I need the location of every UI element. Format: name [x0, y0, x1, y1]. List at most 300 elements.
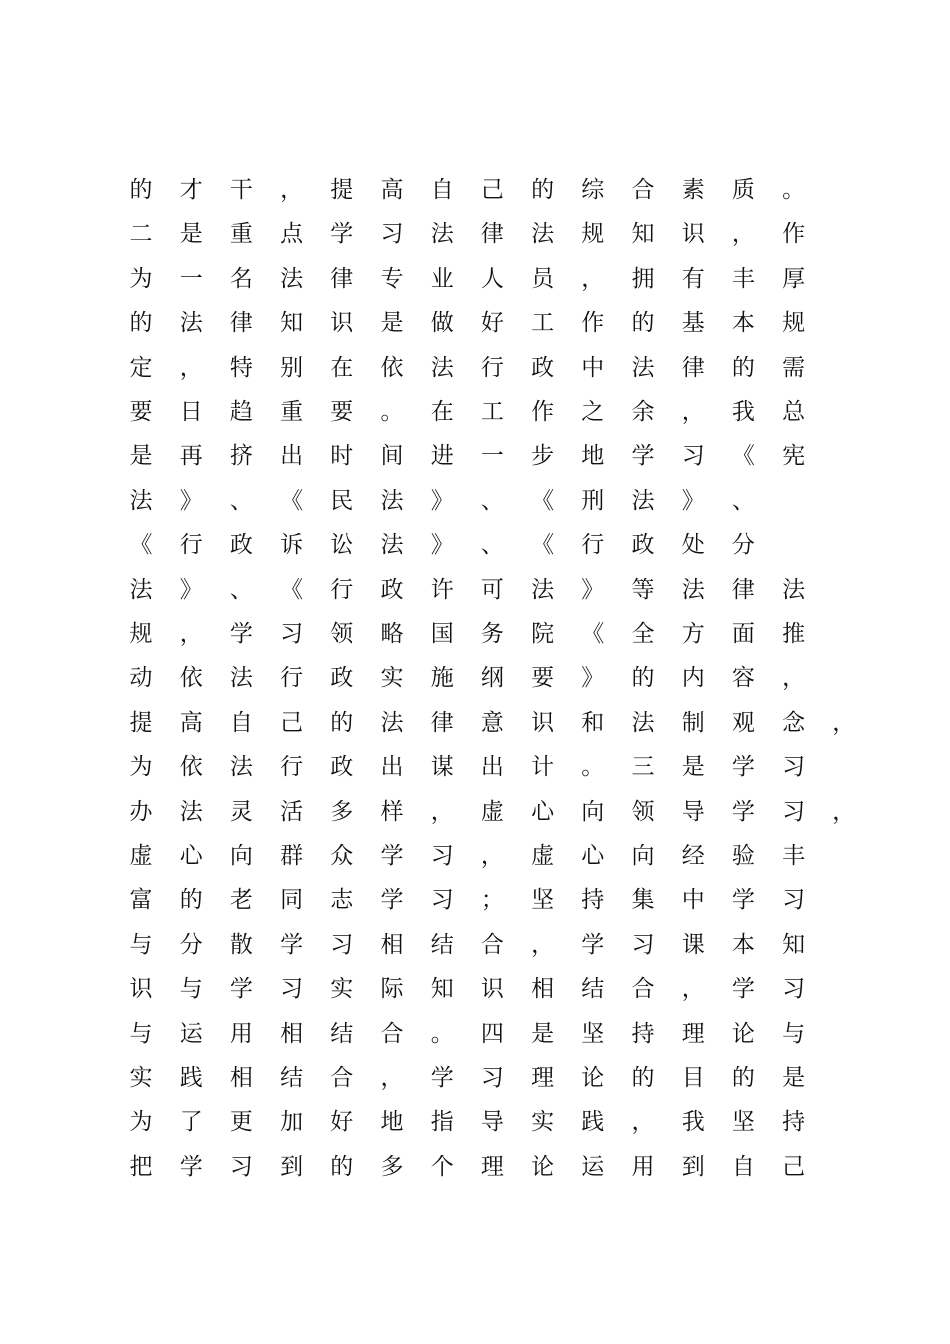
text-character: 理	[531, 1065, 555, 1091]
text-character: 律	[229, 310, 253, 337]
text-character: 学	[731, 887, 755, 914]
text-character: 行	[480, 354, 504, 381]
text-character: 理	[681, 1020, 705, 1047]
text-character: 《	[280, 487, 304, 514]
text-character: 习	[782, 798, 806, 825]
text-character: ，	[731, 221, 755, 248]
text-line	[116, 878, 876, 922]
text-character: 际	[380, 976, 404, 1003]
text-character: 出	[380, 754, 404, 781]
text-character: 工	[531, 310, 555, 337]
text-character: 计	[531, 754, 555, 781]
text-character: 《	[531, 487, 555, 514]
text-character: 》	[179, 487, 203, 514]
text-character: 法	[380, 709, 404, 736]
text-character: 要	[531, 665, 555, 692]
text-character: 重	[280, 399, 304, 425]
text-character: 行	[330, 576, 354, 603]
text-character: ，	[681, 976, 705, 1003]
text-character: 学	[380, 887, 404, 914]
text-character: 、	[480, 532, 504, 559]
text-character: 中	[681, 887, 705, 914]
text-character: 识	[129, 976, 153, 1003]
text-line	[116, 301, 876, 345]
text-character: 政	[631, 532, 655, 559]
text-character: 素	[681, 177, 705, 203]
text-character: 四	[480, 1020, 504, 1047]
text-character: 法	[129, 487, 153, 514]
text-character: 为	[129, 1109, 153, 1136]
text-character: 在	[330, 354, 354, 381]
text-character: 重	[229, 221, 253, 248]
text-character: 拥	[631, 265, 655, 292]
text-character: 课	[681, 931, 705, 958]
text-character: 结	[430, 931, 454, 958]
text-line	[116, 434, 876, 478]
text-character: 意	[480, 709, 504, 736]
text-character: 学	[731, 798, 755, 825]
text-character: 的	[631, 665, 655, 692]
text-character: 行	[280, 665, 304, 692]
text-character: 法	[631, 487, 655, 514]
text-character: 做	[430, 310, 454, 337]
text-character: 是	[681, 754, 705, 781]
text-line	[116, 656, 876, 700]
text-character: 虚	[480, 798, 504, 825]
text-character: 导	[681, 798, 705, 825]
text-character: 领	[330, 621, 354, 647]
text-character: 地	[380, 1109, 404, 1136]
text-character: 指	[430, 1109, 454, 1136]
text-character: 等	[631, 576, 655, 603]
text-character: 与	[129, 1020, 153, 1047]
text-character: 《	[280, 576, 304, 603]
text-character: ，	[832, 798, 856, 825]
text-character: 需	[782, 354, 806, 381]
text-character: 法	[782, 576, 806, 603]
text-character: 略	[380, 621, 404, 647]
text-character: 余	[631, 399, 655, 425]
text-character: 验	[731, 843, 755, 869]
text-character: 名	[229, 265, 253, 292]
text-character: 》	[430, 487, 454, 514]
text-character: ，	[380, 1065, 404, 1091]
text-character: 综	[581, 177, 605, 203]
text-character: 、	[229, 487, 253, 514]
text-character: 刑	[581, 487, 605, 514]
text-character: 提	[330, 177, 354, 203]
text-character: 习	[782, 754, 806, 781]
text-character: 法	[380, 532, 404, 559]
text-character: 《	[731, 443, 755, 470]
text-character: ，	[631, 1109, 655, 1136]
text-character: 法	[380, 487, 404, 514]
text-character: 己	[480, 177, 504, 203]
text-character: 》	[179, 576, 203, 603]
text-character: 好	[330, 1109, 354, 1136]
text-character: 富	[129, 887, 153, 914]
text-character: 专	[380, 265, 404, 292]
text-line	[116, 390, 876, 434]
text-character: 点	[280, 221, 304, 248]
text-character: 律	[731, 576, 755, 603]
text-character: 行	[280, 754, 304, 781]
text-character: 要	[129, 399, 153, 425]
text-character: 出	[280, 443, 304, 470]
text-character: 习	[330, 931, 354, 958]
text-character: 是	[179, 221, 203, 248]
text-character: 的	[330, 1153, 354, 1180]
text-character: 的	[731, 354, 755, 381]
text-character: 中	[581, 354, 605, 381]
text-character: 合	[631, 177, 655, 203]
text-character: 老	[229, 887, 253, 914]
text-character: ，	[531, 931, 555, 958]
text-character: 干	[229, 177, 253, 203]
text-character: 持	[581, 887, 605, 914]
text-character: ，	[782, 665, 806, 692]
text-character: 、	[480, 487, 504, 514]
text-character: 。	[581, 754, 605, 781]
text-character: 日	[179, 399, 203, 425]
text-character: 与	[179, 976, 203, 1003]
text-character: 》	[581, 665, 605, 692]
text-character: 实	[129, 1065, 153, 1091]
text-character: 法	[531, 576, 555, 603]
text-character: 识	[531, 709, 555, 736]
text-character: 依	[380, 354, 404, 381]
text-character: 心	[581, 843, 605, 869]
text-character: 动	[129, 665, 153, 692]
text-line	[116, 479, 876, 523]
text-character: 依	[179, 665, 203, 692]
text-character: 才	[179, 177, 203, 203]
text-character: 。	[380, 399, 404, 425]
text-line	[116, 568, 876, 612]
text-character: ，	[280, 177, 304, 203]
text-character: 相	[229, 1065, 253, 1091]
text-line	[116, 967, 876, 1011]
text-character: ，	[430, 798, 454, 825]
text-character: 再	[179, 443, 203, 470]
text-line	[116, 168, 876, 212]
text-character: 自	[430, 177, 454, 203]
text-character: 的	[631, 310, 655, 337]
text-character: 可	[480, 576, 504, 603]
text-character: 合	[631, 976, 655, 1003]
text-character: ，	[832, 709, 856, 736]
text-character: 步	[531, 443, 555, 470]
text-character: 律	[330, 265, 354, 292]
text-character: 学	[330, 221, 354, 248]
text-character: 丰	[731, 265, 755, 292]
text-character: 容	[731, 665, 755, 692]
text-character: 经	[681, 843, 705, 869]
text-character: 地	[581, 443, 605, 470]
text-character: 坚	[581, 1020, 605, 1047]
text-line	[116, 923, 876, 967]
text-character: ，	[480, 843, 504, 869]
text-character: 法	[631, 354, 655, 381]
text-character: 法	[430, 354, 454, 381]
text-character: ，	[681, 399, 705, 425]
text-character: 相	[380, 931, 404, 958]
text-character: 法	[681, 576, 705, 603]
text-line	[116, 745, 876, 789]
text-character: 实	[531, 1109, 555, 1136]
text-character: 群	[280, 843, 304, 869]
text-character: 、	[731, 487, 755, 514]
text-character: 自	[229, 709, 253, 736]
text-character: 观	[731, 709, 755, 736]
text-character: 国	[430, 621, 454, 647]
text-character: 趋	[229, 399, 253, 425]
text-character: 识	[330, 310, 354, 337]
text-character: 规	[129, 621, 153, 647]
text-character: 论	[581, 1065, 605, 1091]
text-character: 的	[179, 887, 203, 914]
text-character: 向	[229, 843, 253, 869]
text-character: 一	[179, 265, 203, 292]
text-character: 是	[782, 1065, 806, 1091]
text-character: ；	[480, 887, 504, 914]
text-character: 分	[179, 931, 203, 958]
text-character: 知	[631, 221, 655, 248]
text-character: 三	[631, 754, 655, 781]
text-character: 习	[430, 887, 454, 914]
text-character: 用	[631, 1153, 655, 1180]
text-character: 法	[631, 709, 655, 736]
text-character: 有	[681, 265, 705, 292]
text-character: 学	[430, 1065, 454, 1091]
text-character: 我	[681, 1109, 705, 1136]
text-character: 作	[782, 221, 806, 248]
text-character: 心	[531, 798, 555, 825]
text-character: 工	[480, 399, 504, 425]
text-character: 和	[581, 709, 605, 736]
text-character: 为	[129, 754, 153, 781]
text-character: 法	[280, 265, 304, 292]
text-character: 作	[581, 310, 605, 337]
text-character: 知	[280, 310, 304, 337]
text-line	[116, 790, 876, 834]
text-character: 法	[179, 310, 203, 337]
text-character: 方	[681, 621, 705, 647]
text-line	[116, 701, 876, 745]
text-character: 与	[782, 1020, 806, 1047]
text-character: 规	[782, 310, 806, 337]
text-character: 学	[179, 1153, 203, 1180]
text-character: 合	[330, 1065, 354, 1091]
text-character: 学	[229, 621, 253, 647]
text-character: 员	[531, 265, 555, 292]
text-character: 是	[380, 310, 404, 337]
text-character: 间	[380, 443, 404, 470]
text-character: 向	[581, 798, 605, 825]
text-character: 内	[681, 665, 705, 692]
text-character: 己	[280, 709, 304, 736]
text-character: 习	[631, 931, 655, 958]
text-character: 知	[782, 931, 806, 958]
text-character: 在	[430, 399, 454, 425]
text-character: 识	[480, 976, 504, 1003]
text-character: 了	[179, 1109, 203, 1136]
text-character: 习	[229, 1153, 253, 1180]
text-character: 坚	[731, 1109, 755, 1136]
text-character: 分	[731, 532, 755, 559]
text-character: 是	[531, 1020, 555, 1047]
text-character: 丰	[782, 843, 806, 869]
text-character: 加	[280, 1109, 304, 1136]
text-character: 好	[480, 310, 504, 337]
text-character: 实	[380, 665, 404, 692]
text-character: 学	[731, 976, 755, 1003]
text-character: 法	[430, 221, 454, 248]
text-line	[116, 834, 876, 878]
text-character: 论	[531, 1153, 555, 1180]
text-character: 的	[731, 1065, 755, 1091]
text-character: ，	[179, 354, 203, 381]
text-character: 目	[681, 1065, 705, 1091]
text-character: 与	[129, 931, 153, 958]
text-character: 导	[480, 1109, 504, 1136]
text-character: 识	[681, 221, 705, 248]
text-character: 是	[129, 443, 153, 470]
text-character: 持	[782, 1109, 806, 1136]
text-character: 办	[129, 798, 153, 825]
text-character: 处	[681, 532, 705, 559]
text-character: 样	[380, 798, 404, 825]
text-character: 践	[581, 1109, 605, 1136]
text-line	[116, 523, 876, 567]
text-character: 坚	[531, 887, 555, 914]
text-character: 自	[731, 1153, 755, 1180]
text-character: 习	[782, 976, 806, 1003]
text-character: 质	[731, 177, 755, 203]
text-character: 知	[430, 976, 454, 1003]
text-character: 之	[581, 399, 605, 425]
text-character: 高	[380, 177, 404, 203]
text-character: 相	[280, 1020, 304, 1047]
text-character: 讼	[330, 532, 354, 559]
text-character: 同	[280, 887, 304, 914]
text-character: 持	[631, 1020, 655, 1047]
text-character: 业	[430, 265, 454, 292]
text-character: 依	[179, 754, 203, 781]
text-character: 志	[330, 887, 354, 914]
text-character: 厚	[782, 265, 806, 292]
text-character: ，	[179, 621, 203, 647]
text-character: 到	[280, 1153, 304, 1180]
text-character: 习	[280, 621, 304, 647]
text-line	[116, 612, 876, 656]
text-character: 用	[229, 1020, 253, 1047]
text-character: 一	[480, 443, 504, 470]
text-character: 运	[179, 1020, 203, 1047]
text-character: 的	[631, 1065, 655, 1091]
text-character: 挤	[229, 443, 253, 470]
text-character: 纲	[480, 665, 504, 692]
text-character: 政	[229, 532, 253, 559]
text-character: 诉	[280, 532, 304, 559]
text-character: 相	[531, 976, 555, 1003]
text-character: 人	[480, 265, 504, 292]
text-character: 法	[531, 221, 555, 248]
text-character: 结	[280, 1065, 304, 1091]
text-character: 习	[681, 443, 705, 470]
text-character: 论	[731, 1020, 755, 1047]
text-character: 别	[280, 354, 304, 381]
text-character: 《	[531, 532, 555, 559]
text-character: 行	[179, 532, 203, 559]
text-character: 践	[179, 1065, 203, 1091]
text-character: 集	[631, 887, 655, 914]
text-character: 心	[179, 843, 203, 869]
text-character: 务	[480, 621, 504, 647]
text-character: 律	[480, 221, 504, 248]
text-line	[116, 1145, 876, 1189]
text-character: 提	[129, 709, 153, 736]
text-character: 多	[330, 798, 354, 825]
text-character: 我	[731, 399, 755, 425]
text-character: 合	[380, 1020, 404, 1047]
text-character: 特	[229, 354, 253, 381]
text-character: 许	[430, 576, 454, 603]
text-character: 学	[581, 931, 605, 958]
text-character: 政	[330, 665, 354, 692]
text-character: 实	[330, 976, 354, 1003]
text-character: 面	[731, 621, 755, 647]
text-character: 法	[129, 576, 153, 603]
text-character: 习	[480, 1065, 504, 1091]
text-character: 、	[229, 576, 253, 603]
text-character: 谋	[430, 754, 454, 781]
text-character: 众	[330, 843, 354, 869]
text-character: 虚	[531, 843, 555, 869]
text-character: 己	[782, 1153, 806, 1180]
text-character: 《	[581, 621, 605, 647]
text-character: 》	[430, 532, 454, 559]
text-character: 的	[531, 177, 555, 203]
text-line	[116, 1100, 876, 1144]
text-character: 个	[430, 1153, 454, 1180]
text-character: 全	[631, 621, 655, 647]
text-character: 基	[681, 310, 705, 337]
text-character: 学	[731, 754, 755, 781]
text-character: 高	[179, 709, 203, 736]
text-character: 政	[380, 576, 404, 603]
text-character: 习	[430, 843, 454, 869]
text-character: 法	[229, 665, 253, 692]
text-character: 法	[229, 754, 253, 781]
text-character: 为	[129, 265, 153, 292]
text-character: 活	[280, 798, 304, 825]
text-line	[116, 1012, 876, 1056]
text-character: 》	[681, 487, 705, 514]
text-character: 灵	[229, 798, 253, 825]
text-character: 推	[782, 621, 806, 647]
text-character: 结	[330, 1020, 354, 1047]
text-character: 出	[480, 754, 504, 781]
text-character: 律	[681, 354, 705, 381]
text-character: 向	[631, 843, 655, 869]
text-character: ，	[581, 265, 605, 292]
text-character: 习	[380, 221, 404, 248]
text-character: 行	[581, 532, 605, 559]
text-character: 二	[129, 221, 153, 248]
text-character: 散	[229, 931, 253, 958]
text-character: 规	[581, 221, 605, 248]
